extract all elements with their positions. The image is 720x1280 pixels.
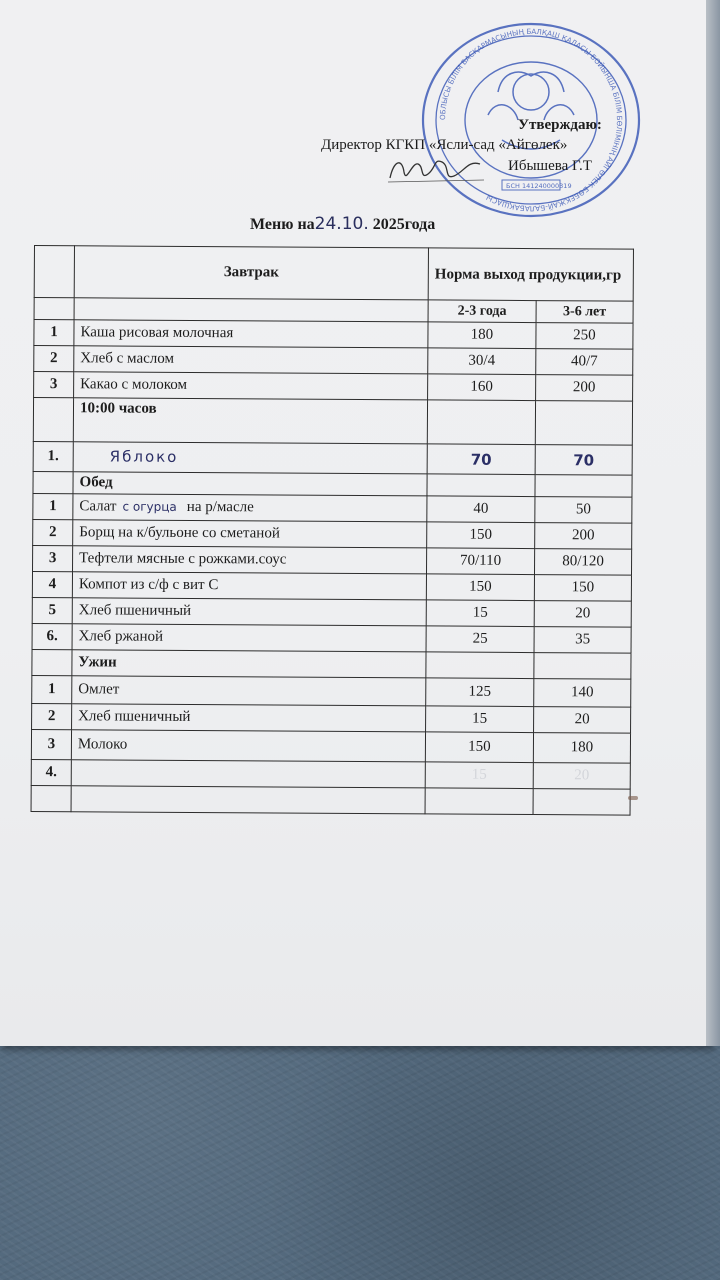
dish-name <box>73 494 427 522</box>
row-number: 1 <box>34 320 74 346</box>
row-number: 4. <box>31 759 71 785</box>
norm-3-6: 20 <box>534 601 631 628</box>
dish-name <box>72 598 426 626</box>
title-date: 24.10. <box>314 214 369 234</box>
norm-3-6: 50 <box>535 497 632 524</box>
table-row <box>34 346 633 376</box>
title-prefix: Меню на <box>250 216 315 233</box>
table-row <box>33 545 632 575</box>
section-row <box>32 649 631 679</box>
norm-2-3: 150 <box>427 522 535 549</box>
svg-text:ОБЛЫСЫ БІЛІМ БАСҚАРМАСЫНЫҢ БАЛ: ОБЛЫСЫ БІЛІМ БАСҚАРМАСЫНЫҢ БАЛҚАШ ҚАЛАСЫ БОЙЫНША БІЛІМ БӨЛІМІНІҢ АЙГӨЛЕК БӨБЕКЖАЙ-БАЛАБАҚШАСЫ <box>437 26 625 214</box>
row-number: 5 <box>32 597 72 623</box>
section-empty-cell <box>427 474 535 497</box>
age-header-2: 3-6 лет <box>536 301 633 324</box>
dish-name-text: Молоко <box>77 736 128 753</box>
header-breakfast: Завтрак <box>74 246 428 300</box>
section-empty-cell <box>427 400 535 445</box>
norm-2-3: 180 <box>428 322 536 349</box>
row-number: 6. <box>32 623 72 649</box>
table-row <box>31 759 630 789</box>
dish-name <box>71 786 425 814</box>
dish-name <box>72 676 426 706</box>
norm-2-3 <box>425 788 533 815</box>
dish-name-text: Тефтели мясные с рожками.соус <box>79 550 287 568</box>
norm-3-6: 35 <box>534 627 631 654</box>
dish-name <box>73 546 427 574</box>
norm-2-3: 15 <box>426 600 534 627</box>
age-header-1: 2-3 года <box>428 300 536 323</box>
table-row <box>33 441 632 475</box>
dish-name <box>73 520 427 548</box>
dish-name <box>72 572 426 600</box>
section-num-cell <box>33 471 73 493</box>
dish-name-text: Хлеб пшеничный <box>78 708 191 725</box>
dish-name-text: Борщ на к/бульоне со сметаной <box>79 524 280 542</box>
dish-name-handwritten: с огурца <box>122 499 177 514</box>
sheet-edge <box>706 0 720 1046</box>
dish-name-text: Хлеб с маслом <box>80 350 175 367</box>
dish-name <box>72 624 426 652</box>
table-row <box>34 372 633 402</box>
row-number: 1. <box>33 441 73 471</box>
dish-name <box>71 760 425 788</box>
norm-3-6: 200 <box>536 375 633 402</box>
norm-2-3: 40 <box>427 496 535 523</box>
dish-name-text: Омлет <box>78 681 120 698</box>
header-norm: Норма выход продукции,гр <box>428 248 633 301</box>
dish-name-text: Салат <box>79 498 117 515</box>
norm-2-3: 150 <box>425 732 533 763</box>
norm-3-6: 250 <box>536 323 633 350</box>
norm-3-6: 40/7 <box>536 349 633 376</box>
table-row <box>31 729 630 763</box>
table-row <box>32 597 631 627</box>
row-number: 3 <box>33 545 73 571</box>
section-empty-cell <box>534 653 631 680</box>
norm-2-3: 15 <box>425 762 533 789</box>
row-number: 1 <box>32 675 72 703</box>
table-row <box>32 703 631 733</box>
row-number: 2 <box>33 519 73 545</box>
table-row <box>33 519 632 549</box>
table-row <box>32 623 631 653</box>
table-row <box>34 320 633 350</box>
row-number: 4 <box>32 571 72 597</box>
norm-2-3: 70/110 <box>426 548 534 575</box>
age-row-name <box>74 298 428 322</box>
section-num-cell <box>33 398 73 442</box>
section-empty-cell <box>535 475 632 498</box>
row-number: 3 <box>31 729 71 759</box>
norm-3-6: 200 <box>535 523 632 550</box>
table-row <box>32 571 631 601</box>
dish-name-tail: на р/масле <box>186 498 254 516</box>
dish-name-text: Хлеб ржаной <box>78 628 164 645</box>
row-number: 1 <box>33 493 73 519</box>
dish-name-text: Яблоко <box>109 447 179 466</box>
handwritten-signature <box>384 150 494 190</box>
dish-name-text: Каша рисовая молочная <box>80 324 234 342</box>
dish-name-text: Компот из с/ф с вит С <box>78 576 219 594</box>
norm-3-6: 70 <box>535 445 632 476</box>
norm-2-3: 160 <box>428 374 536 401</box>
menu-table-body <box>31 246 633 816</box>
dish-name <box>71 730 425 762</box>
approval-heading: Утверждаю: <box>518 117 602 133</box>
section-row <box>33 398 632 446</box>
norm-2-3: 150 <box>426 574 534 601</box>
svg-text:БСН 141240000319: БСН 141240000319 <box>506 182 572 190</box>
norm-3-6: 180 <box>533 733 630 764</box>
section-num-cell <box>32 649 72 675</box>
norm-3-6: 80/120 <box>534 549 631 576</box>
norm-3-6 <box>533 789 630 816</box>
approval-name: Ибышева Г.Т <box>508 158 592 174</box>
norm-2-3: 70 <box>427 444 535 475</box>
section-empty-cell <box>535 401 632 446</box>
document-title <box>250 214 435 234</box>
table-row <box>33 493 632 523</box>
norm-3-6: 20 <box>534 707 631 734</box>
norm-2-3: 15 <box>426 706 534 733</box>
norm-2-3: 30/4 <box>428 348 536 375</box>
table-header-row <box>34 246 633 302</box>
row-number: 2 <box>32 703 72 729</box>
table-row <box>32 675 631 707</box>
norm-2-3: 25 <box>426 626 534 653</box>
norm-3-6: 140 <box>534 679 631 708</box>
paper-stain <box>628 796 638 800</box>
dish-name-text: Хлеб пшеничный <box>78 602 192 619</box>
dish-name <box>73 442 427 474</box>
menu-table <box>31 245 634 816</box>
dish-name <box>74 372 428 400</box>
norm-3-6: 20 <box>533 763 630 790</box>
dish-name <box>72 704 426 732</box>
dish-name-text: Какао с молоком <box>80 376 188 393</box>
norm-2-3: 125 <box>426 678 534 707</box>
desk-surface <box>0 1040 720 1280</box>
dish-name <box>74 346 428 374</box>
row-number: 3 <box>34 372 74 398</box>
row-number <box>31 785 71 811</box>
dish-name <box>74 320 428 348</box>
age-row-num <box>34 298 74 320</box>
section-empty-cell <box>426 652 534 679</box>
section-title: Обед <box>73 472 427 496</box>
header-num-cell <box>34 246 74 298</box>
approval-director-line: Директор КГКП «Ясли-сад «Айгөлек» <box>321 137 568 153</box>
row-number: 2 <box>34 346 74 372</box>
section-title: Ужин <box>72 650 426 678</box>
table-row <box>31 785 630 815</box>
section-title: 10:00 часов <box>73 398 427 444</box>
title-suffix: 2025года <box>368 216 436 233</box>
norm-3-6: 150 <box>534 575 631 602</box>
